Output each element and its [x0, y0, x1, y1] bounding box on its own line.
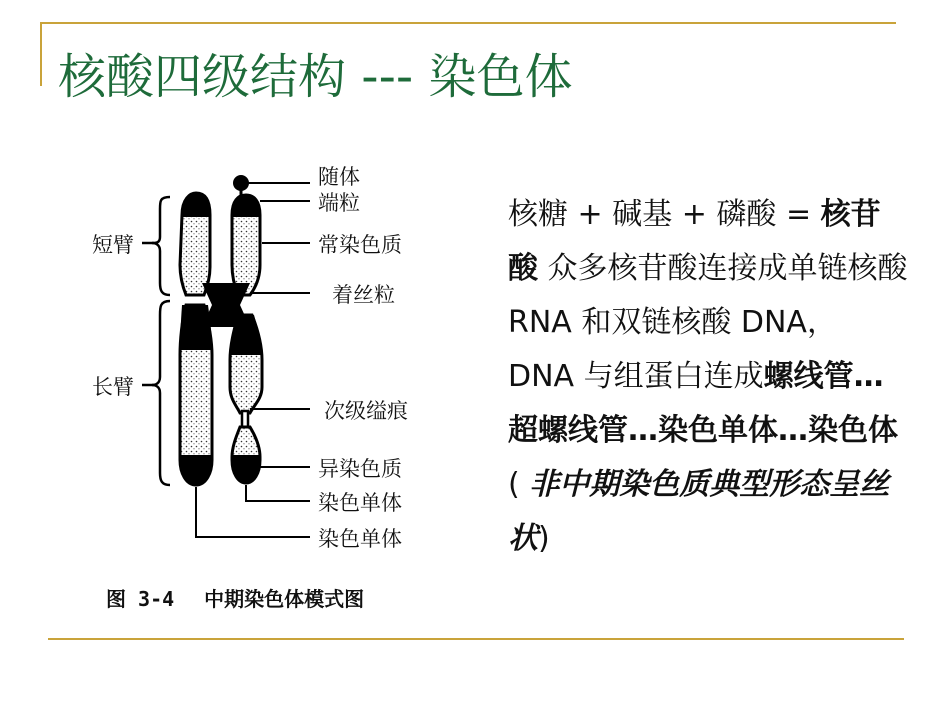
chromosome-figure: [90, 155, 450, 615]
body-text: [508, 188, 908, 566]
text-note: 非中期染色质典型形态呈丝状: [508, 467, 890, 556]
long-arm-brace: [152, 301, 170, 485]
figure-caption-number: 图 3-4: [106, 587, 175, 611]
text-nucleotide: 核苷酸: [508, 197, 881, 286]
figure-caption: [106, 583, 364, 612]
label-short-arm: 短臂: [92, 233, 134, 257]
label-euchromatin: 常染色质: [318, 233, 402, 257]
satellite-body: [233, 175, 249, 191]
leader-chromatid-2: [196, 487, 310, 537]
label-centromere: 着丝粒: [332, 283, 395, 307]
leader-chromatid-1: [246, 485, 310, 501]
text-paren-close: ): [538, 521, 550, 556]
text-hierarchy: 螺线管…超螺线管…染色单体…染色体: [508, 359, 898, 448]
text-formula: 核糖 + 碱基 + 磷酸 =: [508, 197, 821, 232]
label-long-arm: 长臂: [92, 375, 134, 399]
text-paren-open: (: [508, 467, 530, 502]
left-divider: [40, 22, 42, 86]
left-dark-band: [180, 305, 212, 350]
label-satellite: 随体: [318, 165, 360, 189]
bottom-divider: [48, 638, 904, 640]
label-secondary-constriction: 次级缢痕: [324, 399, 408, 423]
short-arm-brace: [152, 197, 170, 295]
slide-title: 核酸四级结构 --- 染色体: [58, 49, 573, 105]
label-chromatid-1: 染色单体: [318, 491, 402, 515]
label-chromatid-2: 染色单体: [318, 527, 402, 551]
right-dark-band: [230, 315, 262, 355]
label-heterochromatin: 异染色质: [318, 457, 402, 481]
text-description: 众多核苷酸连接成单链核酸 RNA 和双链核酸 DNA， DNA 与组蛋白连成: [508, 251, 908, 394]
label-telomere: 端粒: [318, 191, 360, 215]
top-divider: [40, 22, 896, 24]
secondary-constriction: [242, 411, 248, 427]
figure-caption-text: 中期染色体模式图: [204, 587, 365, 611]
